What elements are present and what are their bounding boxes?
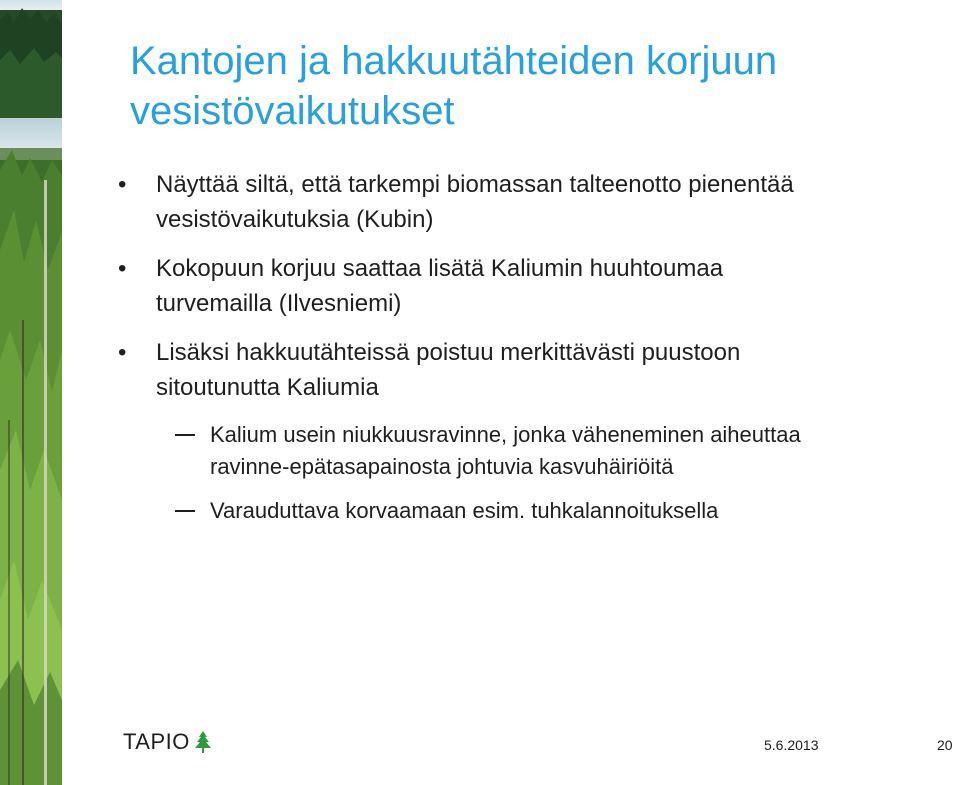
slide-content [118, 167, 948, 539]
bullet-item [118, 335, 948, 405]
tree-icon [193, 730, 213, 754]
bullet-dot-icon: • [118, 171, 127, 198]
bullet-text-line: vesistövaikutuksia (Kubin) [156, 206, 434, 233]
bullet-dot-icon: • [118, 255, 127, 282]
sub-bullet-item [118, 419, 948, 483]
bullet-text-line: Näyttää siltä, että tarkempi biomassan talteenotto pienentää [156, 171, 794, 198]
bullet-text-line: sitoutunutta Kaliumia [156, 374, 379, 401]
dash-icon [175, 510, 195, 512]
bullet-text-line: Kokopuun korjuu saattaa lisätä Kaliumin huuhtoumaa [156, 255, 724, 282]
bullet-text-line: Lisäksi hakkuutähteissä poistuu merkittävästi puustoon [156, 339, 741, 366]
page-number: 20 [937, 737, 953, 753]
logo-text: TAPIO [123, 729, 190, 754]
bullet-item [118, 251, 948, 321]
sub-bullet-text-line: Varauduttava korvaamaan esim. tuhkalannoituksella [210, 498, 719, 523]
slide-title [130, 36, 945, 136]
tapio-logo [123, 727, 213, 757]
slide-title-line-1: Kantojen ja hakkuutähteiden korjuun [130, 39, 778, 83]
sub-bullet-item [118, 495, 948, 527]
bullet-item [118, 167, 948, 237]
dash-icon [175, 434, 195, 436]
sub-bullet-text-line: Kalium usein niukkuusravinne, jonka väheneminen aiheuttaa [210, 422, 801, 447]
bullet-dot-icon: • [118, 339, 127, 366]
slide-title-line-2: vesistövaikutukset [130, 89, 455, 133]
sub-bullet-text-line: ravinne-epätasapainosta johtuvia kasvuhäiriöitä [210, 454, 674, 479]
footer-date: 5.6.2013 [764, 737, 819, 753]
bullet-text-line: turvemailla (Ilvesniemi) [156, 290, 402, 317]
forest-image [0, 0, 62, 785]
